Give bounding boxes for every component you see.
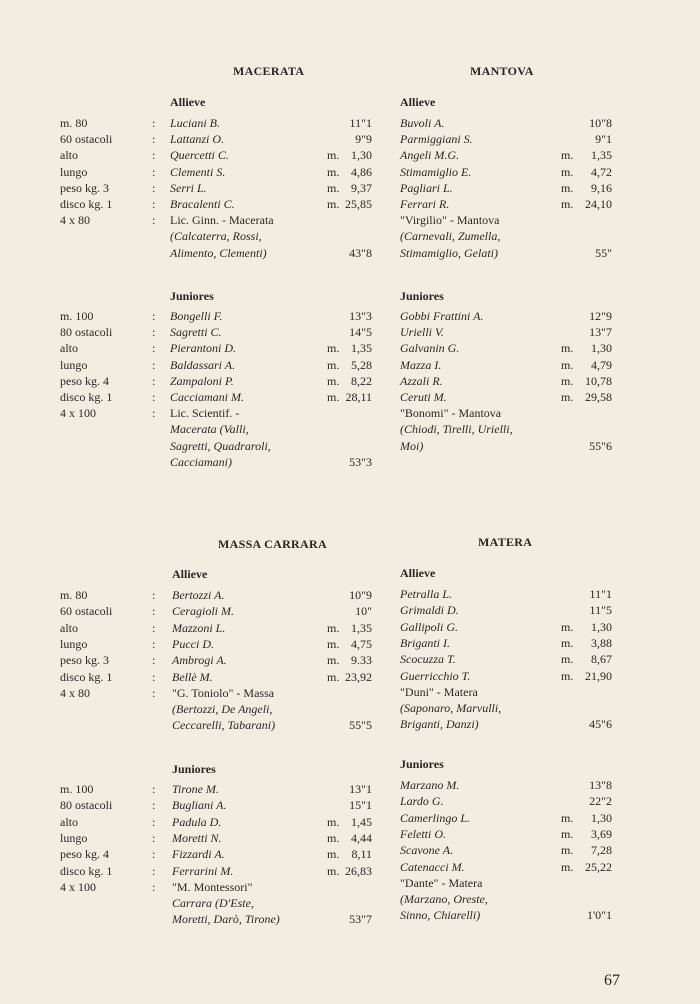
result-value: 14"5	[349, 325, 372, 340]
athlete-name: Lardo G.	[400, 794, 444, 809]
unit-label: m.	[327, 180, 340, 195]
relay-team: "M. Montessori"	[172, 879, 253, 894]
unit-label: m.	[561, 635, 574, 650]
athlete-name: Pucci D.	[172, 636, 214, 651]
relay-members: Ceccarelli, Tabarani)	[172, 718, 276, 733]
event-label: 4 x 80	[60, 685, 90, 700]
result-row	[0, 810, 700, 826]
result-value: 7,28	[591, 843, 612, 858]
result-value: 1,30	[591, 810, 612, 825]
relay-team: Lic. Scientif. -	[170, 406, 240, 421]
athlete-name: Baldassari A.	[170, 357, 236, 372]
athlete-name: Ceragioli M.	[172, 604, 234, 619]
relay-result: 55"6	[589, 438, 612, 453]
result-value: 9"1	[595, 132, 612, 147]
event-label: disco kg. 1	[60, 390, 113, 404]
result-row	[0, 308, 700, 324]
separator-colon: :	[152, 782, 156, 796]
separator-colon: :	[152, 653, 156, 668]
athlete-name: Azzali R.	[400, 373, 443, 388]
region-title: MATERA	[478, 535, 533, 549]
event-label: 80 ostacoli	[60, 325, 113, 340]
athlete-name: Ferrarini M.	[172, 863, 234, 878]
separator-colon: :	[152, 830, 156, 845]
event-label: alto	[60, 814, 78, 829]
event-label: lungo	[60, 636, 88, 651]
separator-colon: :	[152, 406, 156, 421]
unit-label: m.	[561, 652, 574, 667]
separator-colon: :	[152, 588, 156, 602]
category-title: Allieve	[400, 566, 436, 580]
athlete-name: Tirone M.	[172, 782, 219, 796]
unit-label: m.	[561, 668, 574, 683]
unit-label: m.	[561, 197, 574, 211]
unit-label: m.	[327, 357, 340, 372]
athlete-name: Scocuzza T.	[400, 652, 456, 667]
event-label: 80 ostacoli	[60, 798, 113, 813]
result-value: 10,78	[585, 373, 612, 388]
separator-colon: :	[152, 685, 156, 700]
athlete-name: Sagretti C.	[170, 325, 222, 340]
result-value: 11"1	[589, 587, 612, 601]
relay-members: Moi)	[400, 438, 424, 453]
relay-members: (Saponaro, Marvulli,	[400, 701, 502, 716]
relay-members: Carrara (D'Este,	[172, 896, 254, 911]
athlete-name: Bellè M.	[172, 669, 213, 684]
result-value: 13"1	[349, 782, 372, 796]
result-row	[0, 164, 700, 180]
relay-result: 53"3	[349, 454, 372, 469]
separator-colon: :	[152, 798, 156, 813]
result-row	[0, 147, 700, 163]
result-row	[0, 668, 700, 684]
separator-colon: :	[152, 197, 156, 211]
result-value: 8,11	[351, 847, 372, 862]
page-number: 67	[604, 972, 620, 989]
relay-members: Sinno, Chiarelli)	[400, 908, 481, 923]
athlete-name: Stimamiglio E.	[400, 164, 472, 179]
result-row	[0, 196, 700, 212]
relay-members: (Bertozzi, De Angeli,	[172, 702, 273, 717]
event-label: peso kg. 3	[60, 180, 109, 195]
separator-colon: :	[152, 847, 156, 862]
unit-label: m.	[561, 180, 574, 195]
relay-team: "Virgilio" - Mantova	[400, 213, 500, 228]
separator-colon: :	[152, 636, 156, 651]
relay-result: 43"8	[349, 245, 372, 260]
event-label: alto	[60, 148, 78, 163]
unit-label: m.	[561, 810, 574, 825]
relay-result: 1'0"1	[586, 908, 612, 923]
event-label: m. 80	[60, 116, 88, 130]
unit-label: m.	[561, 859, 574, 874]
result-value: 15"1	[349, 798, 372, 813]
athlete-name: Urielli V.	[400, 325, 444, 340]
result-value: 23,92	[345, 669, 372, 684]
result-value: 10"8	[589, 116, 612, 130]
category-title: Allieve	[400, 95, 436, 109]
result-row	[0, 842, 700, 858]
result-row	[0, 340, 700, 356]
relay-members: (Chiodi, Tirelli, Urielli,	[400, 422, 513, 437]
athlete-name: Buvoli A.	[400, 116, 445, 130]
result-row	[0, 115, 700, 131]
event-label: disco kg. 1	[60, 669, 113, 684]
result-value: 26,83	[345, 863, 372, 878]
relay-result: 55"5	[349, 718, 372, 733]
separator-colon: :	[152, 879, 156, 894]
unit-label: m.	[561, 164, 574, 179]
relay-members: Sagretti, Quadraroli,	[170, 438, 271, 453]
athlete-name: Lattanzi O.	[170, 132, 225, 147]
result-value: 25,85	[345, 197, 372, 211]
separator-colon: :	[152, 309, 156, 323]
category-title: Allieve	[172, 567, 208, 581]
relay-result: 45"6	[589, 717, 612, 732]
athlete-name: Quercetti C.	[170, 148, 229, 163]
separator-colon: :	[152, 325, 156, 340]
athlete-name: Pierantoni D.	[170, 341, 236, 356]
athlete-name: Luciani B.	[170, 116, 220, 130]
result-row	[0, 180, 700, 196]
category-title: Juniores	[400, 757, 444, 771]
event-label: m. 100	[60, 782, 94, 796]
result-value: 21,90	[585, 668, 612, 683]
unit-label: m.	[561, 373, 574, 388]
athlete-name: Camerlingo L.	[400, 810, 471, 825]
result-value: 4,86	[351, 164, 372, 179]
result-value: 22"2	[589, 794, 612, 809]
result-value: 28,11	[345, 390, 372, 404]
result-value: 1,35	[591, 148, 612, 163]
unit-label: m.	[327, 390, 340, 404]
athlete-name: Bugliani A.	[172, 798, 227, 813]
separator-colon: :	[152, 116, 156, 130]
athlete-name: Ceruti M.	[400, 390, 447, 404]
result-row	[0, 793, 700, 809]
relay-team: "Bonomi" - Mantova	[400, 406, 502, 421]
result-value: 3,69	[591, 826, 612, 841]
result-value: 9.33	[351, 653, 372, 668]
relay-members: (Marzano, Oreste,	[400, 892, 488, 907]
event-label: 4 x 100	[60, 879, 96, 894]
region-title: MACERATA	[233, 64, 305, 78]
athlete-name: Marzano M.	[400, 778, 460, 792]
separator-colon: :	[152, 814, 156, 829]
category-title: Juniores	[400, 289, 444, 303]
unit-label: m.	[327, 620, 340, 635]
athlete-name: Parmiggiani S.	[400, 132, 473, 147]
relay-event-row	[0, 685, 200, 701]
event-label: disco kg. 1	[60, 863, 113, 878]
athlete-name: Guerricchio T.	[400, 668, 471, 683]
relay-members: Stimamiglio, Gelati)	[400, 245, 498, 260]
relay-members: Briganti, Danzi)	[400, 717, 479, 732]
result-row	[0, 324, 700, 340]
separator-colon: :	[152, 373, 156, 388]
result-row	[0, 131, 700, 147]
athlete-name: Feletti O.	[400, 826, 446, 841]
athlete-name: Catenacci M.	[400, 859, 465, 874]
category-title: Juniores	[172, 762, 216, 776]
unit-label: m.	[327, 341, 340, 356]
result-row	[0, 777, 700, 793]
relay-event-row	[0, 879, 200, 895]
athlete-name: Ambrogi A.	[172, 653, 227, 668]
athlete-name: Bongelli F.	[170, 309, 223, 323]
athlete-name: Scavone A.	[400, 843, 454, 858]
separator-colon: :	[152, 604, 156, 619]
unit-label: m.	[327, 197, 340, 211]
relay-team: "Dante" - Matera	[400, 875, 483, 890]
relay-members: (Calcaterra, Rossi,	[170, 229, 262, 244]
unit-label: m.	[561, 619, 574, 634]
relay-members: (Carnevali, Zumella,	[400, 229, 501, 244]
result-value: 1,30	[351, 148, 372, 163]
event-label: m. 80	[60, 588, 88, 602]
result-value: 1,35	[351, 341, 372, 356]
athlete-name: Briganti I.	[400, 635, 450, 650]
result-row	[0, 619, 700, 635]
separator-colon: :	[152, 669, 156, 684]
result-value: 11"5	[589, 603, 612, 618]
event-label: lungo	[60, 357, 88, 372]
relay-team: "G. Toniolo" - Massa	[172, 685, 275, 700]
athlete-name: Bertozzi A.	[172, 588, 225, 602]
result-row	[0, 651, 700, 667]
region-title: MANTOVA	[470, 64, 534, 78]
event-label: lungo	[60, 830, 88, 845]
event-label: 60 ostacoli	[60, 132, 113, 147]
category-title: Allieve	[170, 95, 206, 109]
result-value: 4,72	[591, 164, 612, 179]
result-value: 12"9	[589, 309, 612, 323]
result-value: 1,45	[351, 814, 372, 829]
unit-label: m.	[561, 843, 574, 858]
unit-label: m.	[561, 826, 574, 841]
result-row	[0, 357, 700, 373]
unit-label: m.	[561, 148, 574, 163]
athlete-name: Serri L.	[170, 180, 207, 195]
separator-colon: :	[152, 390, 156, 404]
unit-label: m.	[327, 373, 340, 388]
result-value: 13"8	[589, 778, 612, 792]
result-row	[0, 586, 700, 602]
region-title: MASSA CARRARA	[218, 537, 327, 551]
relay-team: "Duni" - Matera	[400, 684, 478, 699]
event-label: peso kg. 3	[60, 653, 109, 668]
unit-label: m.	[327, 814, 340, 829]
separator-colon: :	[152, 620, 156, 635]
result-value: 3,88	[591, 635, 612, 650]
result-value: 10"9	[349, 588, 372, 602]
athlete-name: Grimaldi D.	[400, 603, 459, 618]
result-value: 4,44	[351, 830, 372, 845]
relay-members: Alimento, Clementi)	[170, 245, 267, 260]
category-title: Juniores	[170, 289, 214, 303]
event-label: lungo	[60, 164, 88, 179]
result-value: 5,28	[351, 357, 372, 372]
relay-result: 55"	[595, 245, 612, 260]
athlete-name: Gallipoli G.	[400, 619, 459, 634]
separator-colon: :	[152, 357, 156, 372]
unit-label: m.	[327, 653, 340, 668]
unit-label: m.	[327, 164, 340, 179]
athlete-name: Moretti N.	[172, 830, 222, 845]
event-label: 4 x 100	[60, 406, 96, 421]
athlete-name: Ferrari R.	[400, 197, 450, 211]
result-value: 11"1	[349, 116, 372, 130]
athlete-name: Mazza I.	[400, 357, 442, 372]
unit-label: m.	[327, 669, 340, 684]
relay-members: Cacciamani)	[170, 454, 232, 469]
separator-colon: :	[152, 213, 156, 228]
unit-label: m.	[327, 847, 340, 862]
relay-members: Moretti, Darò, Tirone)	[172, 912, 280, 927]
separator-colon: :	[152, 148, 156, 163]
result-value: 13"7	[589, 325, 612, 340]
result-value: 1,30	[591, 619, 612, 634]
relay-result: 53"7	[349, 912, 372, 927]
relay-team: Lic. Ginn. - Macerata	[170, 213, 274, 228]
athlete-name: Mazzoni L.	[172, 620, 226, 635]
separator-colon: :	[152, 863, 156, 878]
result-row	[0, 826, 700, 842]
event-label: peso kg. 4	[60, 847, 109, 862]
unit-label: m.	[561, 390, 574, 404]
result-row	[0, 635, 700, 651]
event-label: alto	[60, 620, 78, 635]
result-value: 10"	[355, 604, 372, 619]
result-value: 1,35	[351, 620, 372, 635]
athlete-name: Gobbi Frattini A.	[400, 309, 484, 323]
athlete-name: Fizzardi A.	[172, 847, 225, 862]
result-value: 24,10	[585, 197, 612, 211]
athlete-name: Pagliari L.	[400, 180, 453, 195]
separator-colon: :	[152, 164, 156, 179]
event-label: alto	[60, 341, 78, 356]
athlete-name: Petralla L.	[400, 587, 453, 601]
result-row	[0, 373, 700, 389]
relay-members: Macerata (Valli,	[170, 422, 249, 437]
unit-label: m.	[561, 357, 574, 372]
separator-colon: :	[152, 132, 156, 147]
separator-colon: :	[152, 341, 156, 356]
athlete-name: Clementi S.	[170, 164, 226, 179]
unit-label: m.	[327, 830, 340, 845]
event-label: 4 x 80	[60, 213, 90, 228]
unit-label: m.	[327, 636, 340, 651]
athlete-name: Padula D.	[172, 814, 222, 829]
athlete-name: Zampaloni P.	[170, 373, 234, 388]
athlete-name: Bracalenti C.	[170, 197, 235, 211]
event-label: m. 100	[60, 309, 94, 323]
unit-label: m.	[327, 863, 340, 878]
result-value: 29,58	[585, 390, 612, 404]
result-row	[0, 602, 700, 618]
result-row	[0, 389, 700, 405]
event-label: peso kg. 4	[60, 373, 109, 388]
result-value: 4,75	[351, 636, 372, 651]
athlete-name: Galvanin G.	[400, 341, 460, 356]
unit-label: m.	[327, 148, 340, 163]
result-value: 1,30	[591, 341, 612, 356]
unit-label: m.	[561, 341, 574, 356]
result-row	[0, 859, 700, 875]
result-value: 9,37	[351, 180, 372, 195]
result-value: 25,22	[585, 859, 612, 874]
result-value: 8,67	[591, 652, 612, 667]
result-value: 9"9	[355, 132, 372, 147]
result-value: 4,79	[591, 357, 612, 372]
result-value: 8,22	[351, 373, 372, 388]
result-value: 13"3	[349, 309, 372, 323]
result-value: 9,16	[591, 180, 612, 195]
athlete-name: Angeli M.G.	[400, 148, 459, 163]
athlete-name: Cacciamani M.	[170, 390, 244, 404]
separator-colon: :	[152, 180, 156, 195]
event-label: disco kg. 1	[60, 197, 113, 211]
event-label: 60 ostacoli	[60, 604, 113, 619]
